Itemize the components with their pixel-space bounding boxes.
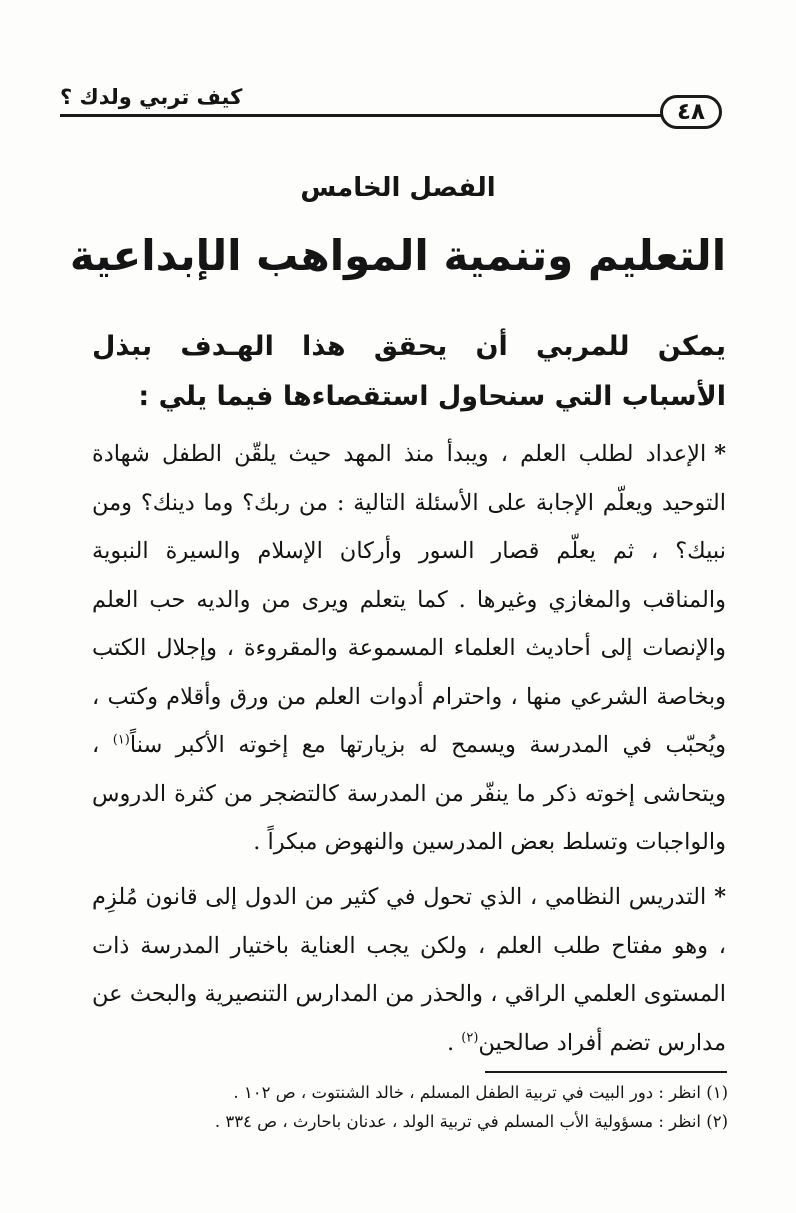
running-title: كيف تربي ولدك ؟ [60,85,243,109]
footnote-item: (٢) انظر : مسؤولية الأب المسلم في تربية الولد ، عدنان باحارث ، ص ٣٣٤ . [214,1112,728,1131]
paragraph-education-preparation [92,430,726,867]
chapter-label: الفصل الخامس [300,173,496,203]
paragraph-text: الإعداد لطلب العلم ، ويبدأ منذ المهد حيث يلقّن الطفل شهادة التوحيد ويعلّم الإجابة على الأسئلة التالية : من ربك؟ وما دينك؟ ومن نبيك؟ ، ثم يعلّم قصار السور وأركان الإسلام والسيرة النبوية والمناقب والمغازي وغيرها . كما يتعلم ويرى من والديه حب العلم والإنصات إلى أحاديث العلماء المسموعة والمقروءة ، وإجلال الكتب وبخاصة الشرعي منها ، واحترام أدوات العلم من ورق وأقلام وكتب ، ويُحبّب في المدرسة ويسمح له بزيارتها مع إخوته الأكبر سناً [92,441,726,758]
paragraph-text: ، ويتحاشى إخوته ذكر ما ينفّر من المدرسة كالتضجر من كثرة الدروس والواجبات وتسلط بعض المدرسين والنهوض مبكراً . [92,732,726,855]
asterisk-bullet-icon: * [714,884,726,910]
asterisk-bullet-icon: * [714,441,726,467]
paragraph-formal-schooling [92,873,726,1067]
footnotes [92,1078,728,1136]
paragraph-text: . [446,1029,462,1056]
footnote-rule [485,1071,727,1073]
footnote-ref: (٢) [461,1030,479,1045]
chapter-title: التعليم وتنمية المواهب الإبداعية [69,231,727,280]
intro-paragraph: يمكن للمربي أن يحقق هذا الهـدف ببذل الأسباب التي سنحاول استقصاءها فيما يلي : [92,331,726,412]
footnote-ref: (١) [112,732,130,748]
footnote-item: (١) انظر : دور البيت في تربية الطفل المسلم ، خالد الشنتوت ، ص ١٠٢ . [233,1083,728,1102]
paragraph-text: التدريس النظامي ، الذي تحول في كثير من الدول إلى قانون مُلزِم ، وهو مفتاح طلب العلم ، ولكن يجب العناية باختيار المدرسة ذات المستوى العلمي الراقي ، والحذر من المدارس التنصيرية والبحث عن مدارس تضم أفراد صالحين [92,884,727,1056]
header-rule [60,114,664,117]
page-number: ٤٨ [660,95,722,129]
